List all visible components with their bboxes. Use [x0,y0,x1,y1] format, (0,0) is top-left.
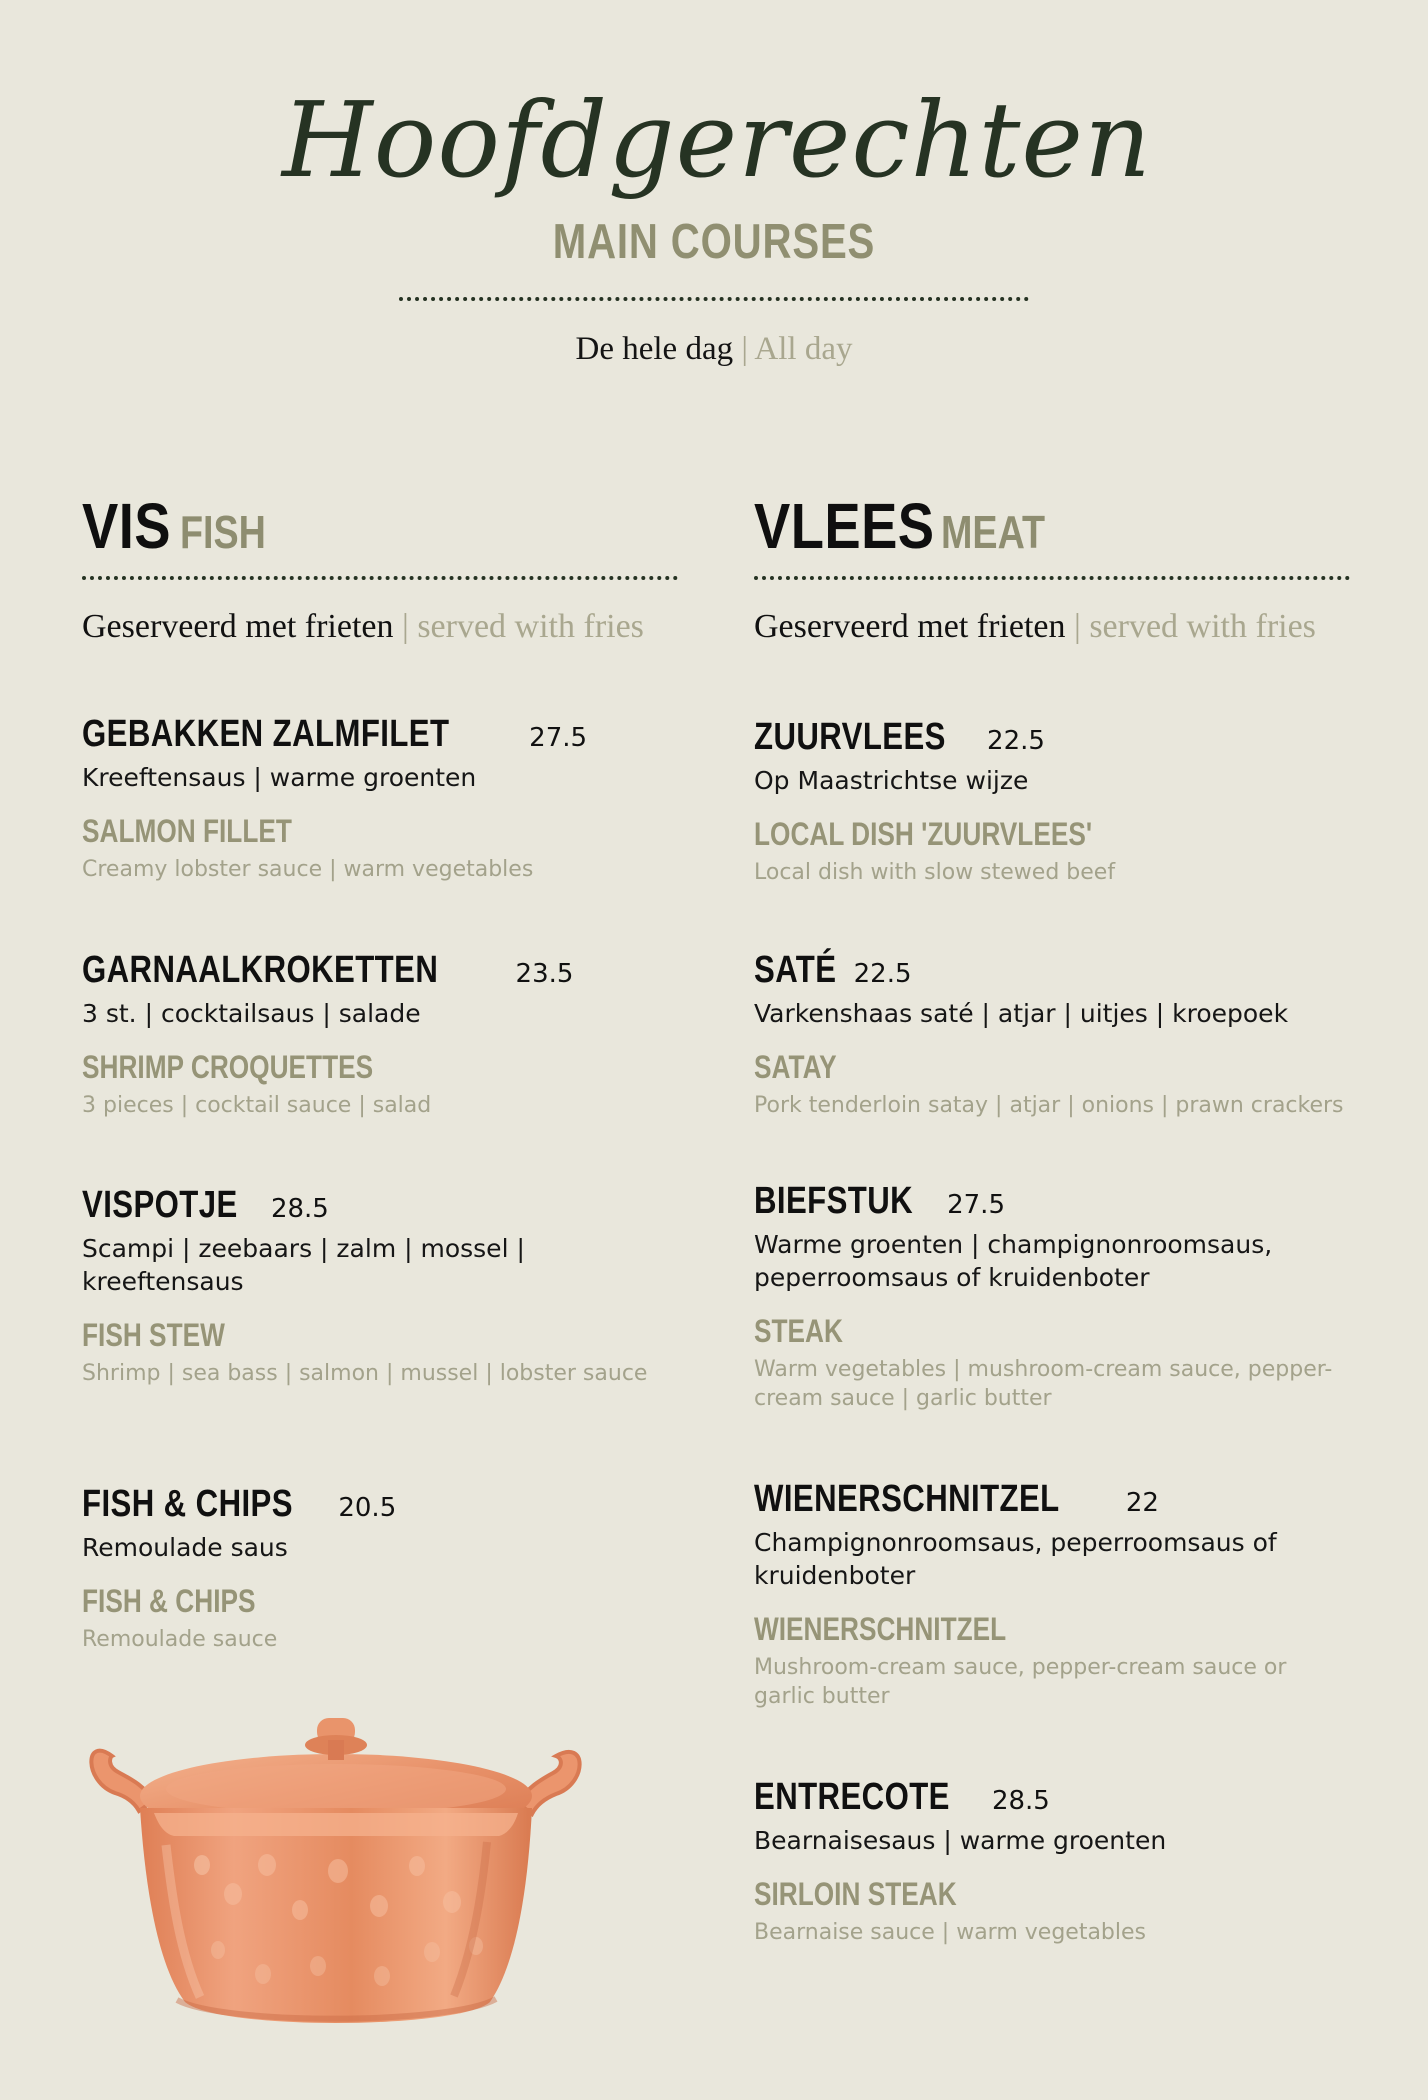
dish-title-line [754,1480,1350,1518]
dish-english-description: Remoulade sauce [82,1627,278,1652]
dish-title-line [754,951,1350,989]
dish-price: 20.5 [338,1493,397,1523]
menu-item [754,718,1350,887]
dish-price: 27.5 [947,1190,1005,1220]
dish-english-description: 3 pieces | cocktail sauce | salad [82,1093,432,1118]
dish-name: ZUURVLEES [754,716,946,758]
dish-title-line [82,951,678,989]
dish-english-name: FISH & CHIPS [82,1583,256,1619]
dish-english-description: Creamy lobster sauce | warm vegetables [82,857,534,882]
menu-item [82,951,678,1120]
dish-price: 22 [1125,1488,1159,1518]
menu-item [82,1485,678,1654]
menu-item [82,1186,678,1388]
dish-english-description: Mushroom-cream sauce, pepper-cream sauce or garlic butter [754,1655,1287,1709]
hours-dutch: De hele dag [575,331,734,367]
fish-heading-dutch: VIS [82,490,171,562]
dish-title-line [754,718,1350,756]
dish-english-name: SIRLOIN STEAK [754,1876,957,1912]
meat-heading [754,490,1350,562]
dish-price: 22.5 [987,726,1045,756]
dish-name: WIENERSCHNITZEL [754,1478,1060,1520]
fish-heading-english: FISH [179,506,266,558]
service-hours [0,333,1428,366]
fish-heading [82,490,678,562]
dish-english-name: FISH STEW [82,1317,225,1353]
dish-name: FISH & CHIPS [82,1483,293,1525]
dish-english-name: WIENERSCHNITZEL [754,1611,1007,1647]
hours-separator: | [741,331,748,367]
dish-english-name: SHRIMP CROQUETTES [82,1049,374,1085]
fish-served-with [82,610,678,644]
menu-item [754,951,1350,1120]
dish-description: Op Maastrichtse wijze [754,766,1029,795]
dish-english-description: Bearnaise sauce | warm vegetables [754,1920,1147,1945]
dish-description: Varkenshaas saté | atjar | uitjes | kroepoek [754,999,1289,1028]
dish-name: GARNAALKROKETTEN [82,949,439,991]
meat-dotted-divider [754,576,1350,580]
fish-dotted-divider [82,576,678,580]
meat-served-with [754,610,1350,644]
served-english: served with fries [1089,608,1316,645]
dish-name: GEBAKKEN ZALMFILET [82,713,450,755]
menu-item [754,1182,1350,1413]
dish-english-description: Warm vegetables | mushroom-cream sauce, pepper-cream sauce | garlic butter [754,1357,1333,1411]
served-dutch: Geserveerd met frieten [754,608,1066,645]
served-separator: | [1074,608,1081,645]
dish-price: 28.5 [991,1786,1050,1816]
menu-item [754,1778,1350,1947]
dish-title-line [754,1182,1350,1220]
dish-description: Warme groenten | champignonroomsaus, peperroomsaus of kruidenboter [754,1230,1273,1292]
dish-name: VISPOTJE [82,1184,238,1226]
hours-english: All day [754,331,853,367]
dish-description: Bearnaisesaus | warme groenten [754,1826,1167,1855]
served-separator: | [402,608,409,645]
dish-description: 3 st. | cocktailsaus | salade [82,999,421,1028]
menu-item [82,715,678,884]
dish-title-line [82,1485,678,1523]
dish-name: BIEFSTUK [754,1180,914,1222]
dish-english-description: Pork tenderloin satay | atjar | onions | prawn crackers [754,1093,1344,1118]
page-title: Hoofdgerechten [282,79,1152,201]
dish-description: Remoulade saus [82,1533,288,1562]
dish-english-name: SATAY [754,1049,837,1085]
dish-title-line [754,1778,1350,1816]
dish-description: Champignonroomsaus, peperroomsaus of kruidenboter [754,1528,1277,1590]
dish-price: 22.5 [853,959,912,989]
meat-heading-english: MEAT [941,506,1046,558]
dish-title-line [82,1186,678,1224]
dish-english-name: LOCAL DISH 'ZUURVLEES' [754,816,1093,852]
fish-section [82,490,678,1652]
menu-header [0,79,1428,367]
dish-english-name: STEAK [754,1313,843,1349]
dish-price: 23.5 [515,959,574,989]
dish-english-description: Shrimp | sea bass | salmon | mussel | lobster sauce [82,1361,648,1386]
dish-name: ENTRECOTE [754,1776,950,1818]
dish-english-description: Local dish with slow stewed beef [754,860,1116,885]
dish-price: 28.5 [270,1194,329,1224]
dish-name: SATÉ [754,949,837,991]
dish-english-name: SALMON FILLET [82,813,292,849]
dish-title-line [82,715,678,753]
dotted-divider [399,297,1029,301]
menu-item [754,1480,1350,1711]
served-dutch: Geserveerd met frieten [82,608,394,645]
served-english: served with fries [417,608,644,645]
dish-price: 27.5 [529,723,588,753]
dish-description: Kreeftensaus | warme groenten [82,763,477,792]
meat-section [754,490,1350,1945]
dish-description: Scampi | zeebaars | zalm | mossel | kreeftensaus [82,1234,525,1296]
copper-pot-icon [82,1700,590,2040]
page-subtitle: MAIN COURSES [552,215,876,269]
meat-heading-dutch: VLEES [754,490,935,562]
